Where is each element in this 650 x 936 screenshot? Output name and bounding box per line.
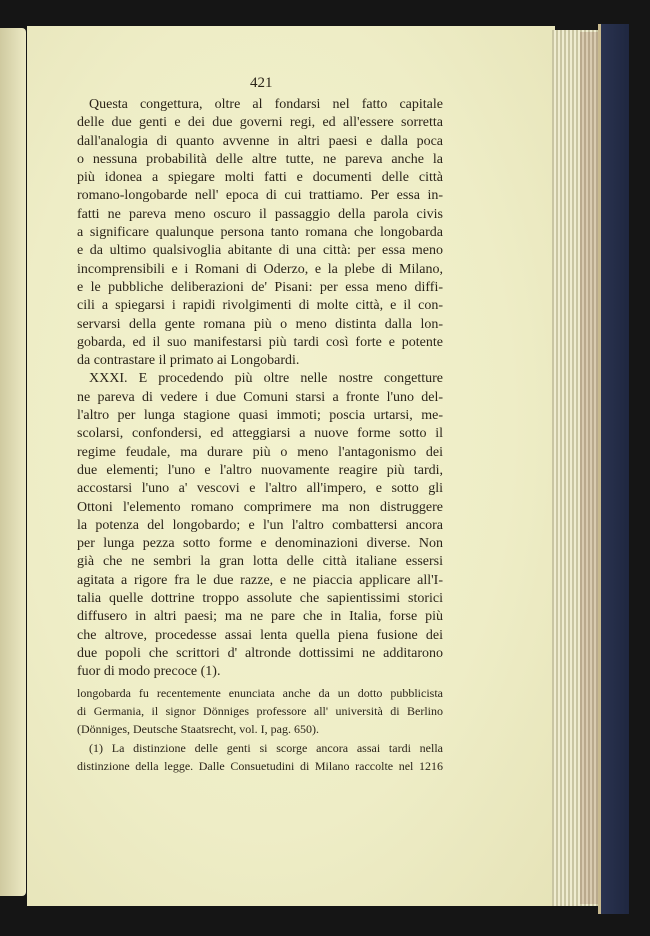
text-line: già che ne sembri la gran lotta delle città italiane essersi — [77, 554, 443, 570]
text-line: gobarda, ed il suo manifestarsi più tardi così forte e potente — [77, 334, 443, 350]
text-line: agitata a rigore fra le due razze, e ne piaccia applicare all'I- — [77, 572, 443, 588]
footnote-line: distinzione della legge. Dalle Consuetudini di Milano raccolte nel 1216 — [77, 758, 443, 773]
text-line: due elementi; l'uno e l'altro nuovamente reagire più tardi, — [77, 462, 443, 478]
text-line: che altrove, procedesse assai lenta quella piena fusione dei — [77, 627, 443, 643]
text-line: da contrastare il primato ai Longobardi. — [77, 353, 300, 369]
footnote-line: longobarda fu recentemente enunciata anche da un dotto pubblicista — [77, 686, 443, 700]
text-line: incomprensibili e i Romani di Oderzo, e la plebe di Milano, — [77, 261, 443, 277]
footnote-line: (Dönniges, Deutsche Staatsrecht, vol. I, pag. 650). — [77, 722, 319, 737]
text-line: XXXI. E procedendo più oltre nelle nostre congetture — [89, 371, 443, 387]
text-line: e le pubbliche deliberazioni de' Pisani: per essa meno diffi- — [77, 279, 443, 295]
text-line: Ottoni l'elemento romano comprimere ma non distruggere — [77, 499, 443, 515]
page-number: 421 — [250, 75, 273, 91]
text-line: romano-longobarde nell' epoca di cui trattiamo. Per essa in- — [77, 188, 443, 204]
text-line: fatti ne pareva meno oscuro il passaggio della parola civis — [77, 206, 443, 222]
text-line: talia quelle dottrine troppo assolute che sapientissimi storici — [77, 591, 443, 607]
text-line: regime feudale, ma durare più o meno l'antagonismo dei — [77, 444, 443, 460]
body-text — [77, 96, 443, 682]
text-line: l'altro per lunga stagione quasi immoti; poscia urtarsi, me- — [77, 408, 443, 424]
text-line: diffusero in altri paesi; ma ne pare che in Italia, forse più — [77, 609, 443, 625]
text-line: ne pareva di vedere i due Comuni starsi a fronte l'uno del- — [77, 389, 443, 405]
footnotes — [77, 684, 443, 775]
book-cover — [598, 24, 629, 914]
text-line: scolarsi, confondersi, ed atteggiarsi a nuove forme sotto il — [77, 426, 443, 442]
text-line: fuor di modo precoce (1). — [77, 664, 221, 680]
footnote-line: di Germania, il signor Dönniges professore all' università di Berlino — [77, 704, 443, 719]
text-line: Questa congettura, oltre al fondarsi nel fatto capitale — [89, 97, 443, 112]
text-line: servarsi della gente romana più o meno distinta dalla lon- — [77, 316, 443, 332]
text-line: e da ultimo qualsivoglia abitante di una città: per essa meno — [77, 243, 443, 259]
page-stack-edges-inner — [580, 32, 598, 904]
text-line: la potenza del longobardo; e l'un l'altro combattersi ancora — [77, 517, 443, 533]
text-line: delle due genti e dei due governi regi, ed all'essere sorretta — [77, 115, 443, 131]
text-line: dall'analogia di quanto avvenne in altri paesi e dalla poca — [77, 133, 443, 149]
facing-page-edge — [0, 28, 26, 896]
text-line: per lunga pezza sotto forme e denominazioni diverse. Non — [77, 536, 443, 552]
text-line: o nessuna probabilità delle altre tutte, ne pareva anche la — [77, 151, 443, 167]
text-line: cili a spiegarsi i rapidi rivolgimenti di molte città, e il con- — [77, 298, 443, 314]
text-line: a significare qualunque persona tanto romana che longobarda — [77, 225, 443, 241]
text-line: accostarsi l'uno a' vescovi e l'altro all'impero, e sotto gli — [77, 481, 443, 497]
text-line: due popoli che scrittori d' altronde dottissimi ne additarono — [77, 645, 443, 661]
text-line: più idonea a spiegare molti fatti e documenti delle città — [77, 170, 443, 186]
footnote-line: (1) La distinzione delle genti si scorge ancora assai tardi nella — [89, 740, 443, 755]
